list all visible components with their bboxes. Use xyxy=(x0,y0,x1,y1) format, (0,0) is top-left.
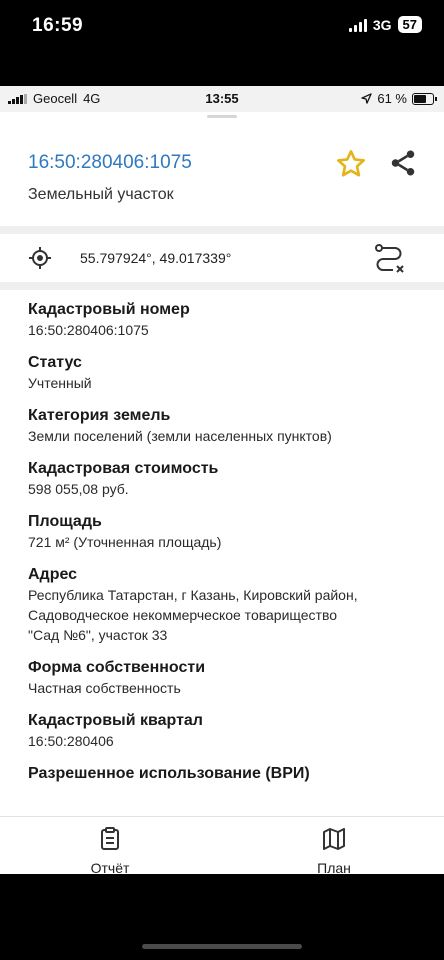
field-label: Кадастровая стоимость xyxy=(28,460,219,477)
field-value: Учтенный xyxy=(28,375,92,391)
field-ownership xyxy=(28,658,416,698)
location-arrow-icon xyxy=(361,93,372,104)
outer-time: 16:59 xyxy=(32,15,84,36)
cadastral-number-title: 16:50:280406:1075 xyxy=(28,152,192,173)
parcel-details xyxy=(0,290,444,784)
tab-plan-label: План xyxy=(317,860,351,874)
map-icon xyxy=(322,827,346,851)
field-cadastral-value xyxy=(28,459,416,499)
field-label: Категория земель xyxy=(28,407,171,424)
object-type: Земельный участок xyxy=(28,186,174,203)
field-address xyxy=(28,565,416,645)
tab-plan[interactable] xyxy=(302,827,366,874)
field-label: Площадь xyxy=(28,513,102,530)
coordinates-row xyxy=(0,234,444,282)
signal-icon xyxy=(349,18,367,32)
battery-icon xyxy=(412,93,434,105)
tab-report-label: Отчёт xyxy=(90,860,130,874)
field-label: Форма собственности xyxy=(28,659,206,676)
parcel-header xyxy=(0,118,444,226)
target-icon[interactable] xyxy=(28,246,52,270)
network-type: 4G xyxy=(83,91,101,106)
field-label: Кадастровый номер xyxy=(28,301,190,318)
field-label: Статус xyxy=(28,354,82,371)
carrier-name: Geocell xyxy=(33,91,78,106)
field-value: Земли поселений (земли населенных пунктов) xyxy=(28,428,332,444)
field-cadastral-quarter xyxy=(28,711,416,751)
home-indicator[interactable] xyxy=(142,944,302,949)
battery-percent: 61 % xyxy=(377,91,407,106)
share-icon[interactable] xyxy=(388,148,418,178)
route-icon[interactable] xyxy=(372,242,406,276)
field-value: 16:50:280406 xyxy=(28,733,114,749)
bottom-tab-bar xyxy=(0,816,444,874)
divider xyxy=(0,226,444,234)
field-value: 721 м² (Уточненная площадь) xyxy=(28,534,222,550)
field-value: Частная собственность xyxy=(28,680,181,696)
inner-time: 13:55 xyxy=(205,91,239,106)
outer-network: 3G xyxy=(372,16,392,33)
field-status xyxy=(28,353,416,393)
star-icon[interactable] xyxy=(334,148,368,180)
outer-status-bar xyxy=(0,0,444,86)
report-icon xyxy=(99,827,121,851)
field-label: Адрес xyxy=(28,566,78,583)
field-area xyxy=(28,512,416,552)
field-cadastral-number xyxy=(28,300,416,340)
app-screen xyxy=(0,86,444,874)
inner-status-bar xyxy=(0,86,444,112)
outer-status-icons xyxy=(349,16,422,33)
field-value: 598 055,08 руб. xyxy=(28,481,129,497)
field-label: Кадастровый квартал xyxy=(28,712,203,729)
field-value: 16:50:280406:1075 xyxy=(28,322,149,338)
tab-report[interactable] xyxy=(78,827,142,874)
field-value: Республика Татарстан, г Казань, Кировский район, Садоводческое некоммерческое товарищество "Сад №6", участок 33 xyxy=(28,587,358,643)
inner-status-right xyxy=(361,91,434,106)
field-permitted-use xyxy=(28,764,416,784)
field-label: Разрешенное использование (ВРИ) xyxy=(28,765,310,782)
coordinates-value: 55.797924°, 49.017339° xyxy=(80,250,232,266)
field-land-category xyxy=(28,406,416,446)
divider xyxy=(0,282,444,290)
battery-badge: 57 xyxy=(398,16,422,33)
